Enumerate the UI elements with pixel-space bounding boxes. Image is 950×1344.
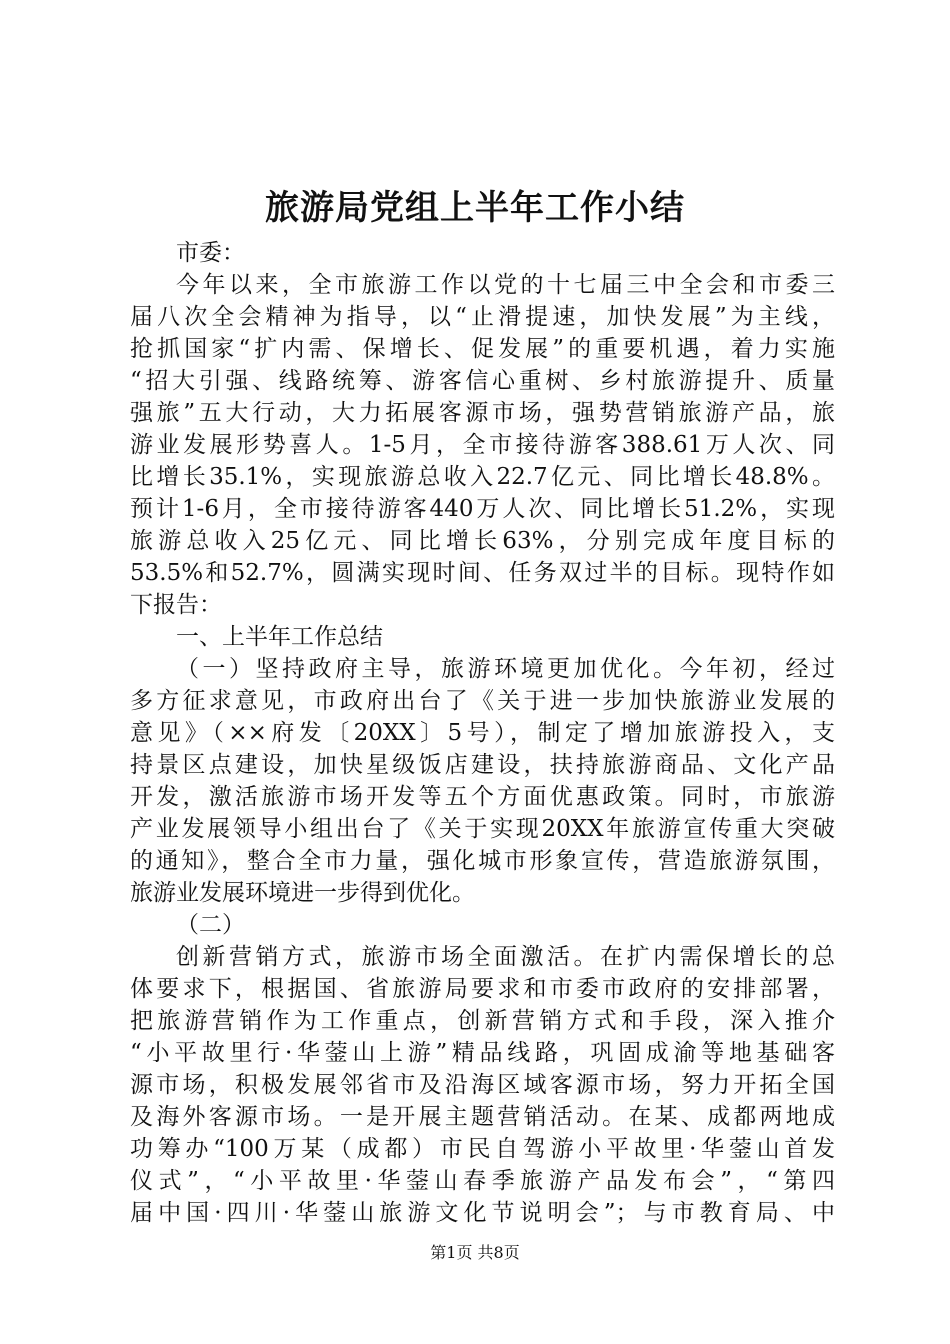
paragraph-line: 的通知》，整合全市力量，强化城市形象宣传，营造旅游氛围， (130, 848, 835, 874)
subsection-heading: （二） (176, 912, 245, 938)
paragraph-line: 功筹办“100万某（成都）市民自驾游小平故里·华蓥山首发 (130, 1136, 835, 1162)
paragraph-line: 届八次全会精神为指导，以“止滑提速，加快发展”为主线， (130, 304, 835, 330)
paragraph-line: “招大引强、线路统筹、游客信心重树、乡村旅游提升、质量 (130, 368, 835, 394)
paragraph-line: （一）坚持政府主导，旅游环境更加优化。今年初，经过 (176, 656, 835, 682)
paragraph-line: 多方征求意见，市政府出台了《关于进一步加快旅游业发展的 (130, 688, 835, 714)
paragraph-line: 体要求下，根据国、省旅游局要求和市委市政府的安排部署， (130, 976, 835, 1002)
paragraph-line: 比增长35.1%，实现旅游总收入22.7亿元、同比增长48.8%。 (130, 464, 835, 490)
paragraph-line: 届中国·四川·华蓥山旅游文化节说明会”；与市教育局、中 (130, 1200, 835, 1226)
paragraph-line: 旅游业发展环境进一步得到优化。 (130, 880, 475, 906)
paragraph-line: 游业发展形势喜人。1-5月，全市接待游客388.61万人次、同 (130, 432, 835, 458)
paragraph-line: 产业发展领导小组出台了《关于实现20XX年旅游宣传重大突破 (130, 816, 835, 842)
paragraph-line: 下报告： (130, 592, 222, 618)
paragraph-line: 创新营销方式，旅游市场全面激活。在扩内需保增长的总 (176, 944, 835, 970)
paragraph-line: “小平故里行·华蓥山上游”精品线路，巩固成渝等地基础客 (130, 1040, 835, 1066)
paragraph-line: 53.5%和52.7%，圆满实现时间、任务双过半的目标。现特作如 (130, 560, 835, 586)
paragraph-line: 意见》（××府发〔20XX〕5号），制定了增加旅游投入，支 (130, 720, 835, 746)
document-title: 旅游局党组上半年工作小结 (265, 188, 685, 228)
paragraph-line: 及海外客源市场。一是开展主题营销活动。在某、成都两地成 (130, 1104, 835, 1130)
paragraph-line: 持景区点建设，加快星级饭店建设，扶持旅游商品、文化产品 (130, 752, 835, 778)
paragraph-line: 开发，激活旅游市场开发等五个方面优惠政策。同时，市旅游 (130, 784, 835, 810)
paragraph-line: 源市场，积极发展邻省市及沿海区域客源市场，努力开拓全国 (130, 1072, 835, 1098)
paragraph-line: 把旅游营销作为工作重点，创新营销方式和手段，深入推介 (130, 1008, 835, 1034)
salutation-line: 市委： (176, 240, 245, 266)
paragraph-line: 今年以来，全市旅游工作以党的十七届三中全会和市委三 (176, 272, 835, 298)
paragraph-line: 仪式”，“小平故里·华蓥山春季旅游产品发布会”，“第四 (130, 1168, 835, 1194)
paragraph-line: 抢抓国家“扩内需、保增长、促发展”的重要机遇，着力实施 (130, 336, 835, 362)
section-heading: 一、上半年工作总结 (176, 624, 383, 650)
page-number-footer: 第1页 共8页 (430, 1243, 520, 1262)
paragraph-line: 旅游总收入25亿元、同比增长63%，分别完成年度目标的 (130, 528, 835, 554)
paragraph-line: 预计1-6月，全市接待游客440万人次、同比增长51.2%，实现 (130, 496, 835, 522)
paragraph-line: 强旅”五大行动，大力拓展客源市场，强势营销旅游产品，旅 (130, 400, 835, 426)
